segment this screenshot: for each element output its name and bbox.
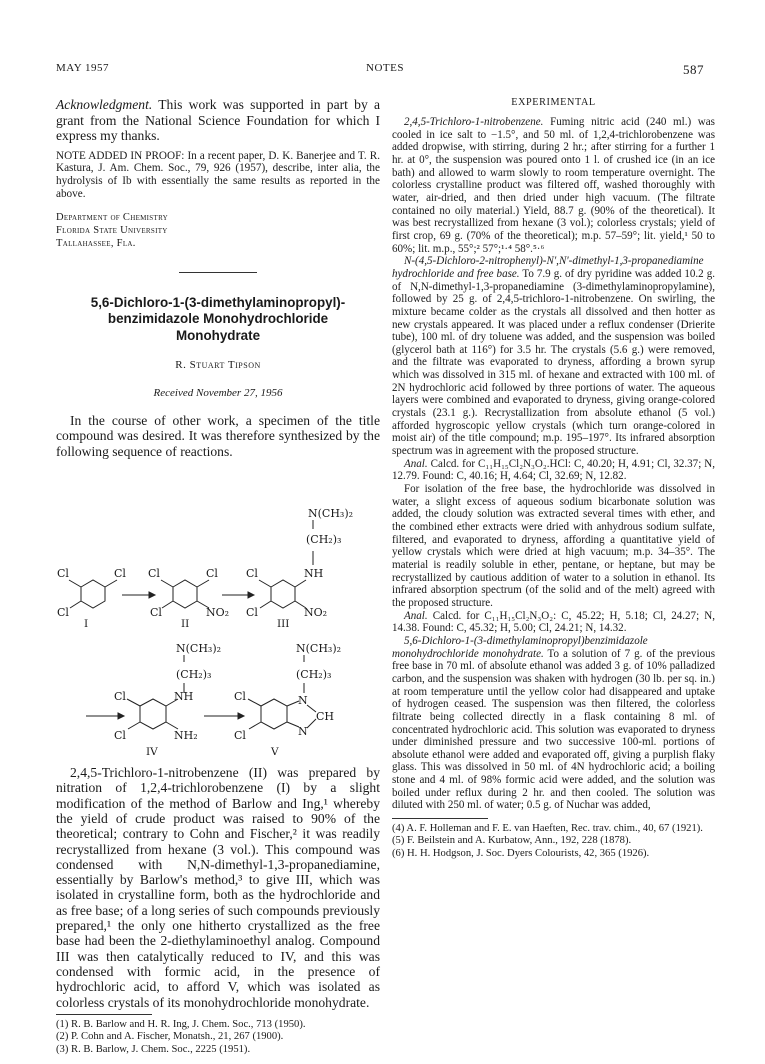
section-heading: EXPERIMENTAL — [511, 97, 596, 108]
footnote: (4) A. F. Holleman and F. E. van Haeften, Rec. trav. chim., 40, 67 (1921). — [392, 823, 703, 835]
benzene-ring-II — [173, 580, 197, 608]
acknowledgment-label: Acknowledgment. — [56, 97, 153, 112]
footnote: (1) R. B. Barlow and H. R. Ing, J. Chem. Soc., 713 (1950). — [56, 1018, 306, 1030]
free-base-isolation: For isolation of the free base, the hydrochloride was dissolved in water, a slight excess of aqueous sodium bicarbonate solution was added, the cloudy solution was extracted several times with ether, and the combined ether extracts were dried with anhydrous sodium sulfate, filtered, and evaporated to dryness, affording a quantitative yield of yellow crystals which were dried at high vacuum; m.p. 34–35°. The material is readily soluble in ether, pentane, or heptane, but may be recrystallized by cautious addition of water to a solution in ethanol. Its infrared absorption spectrum (of the solid and of the melt) agreed with the proposed structure. — [392, 483, 715, 609]
substituent-dimethylamino: N(CH₃)₂ — [308, 507, 354, 521]
procedure-text: To 7.9 g. of dry pyridine was added 10.2 g. of N,N-dimethyl-1,3-propanediamine (3-dimethylaminopropylamine), followed by 25 g. of 2,4,5-trichloro-1-nitrobenzene. On swirling, the mixture became colder as the crystals all dissolved and then hotter as new crystals appeared. It was placed under a reflux condenser (Drierite tube), 100 ml. of dry toluene was added, and the suspension was boiled (glycerol bath at 116°) for 3.5 hr. The crystals (5.6 g.) were removed, and the filtrate was evaporated to dryness, affording a brown syrup which was dissolved in 315 ml. of hexane and extracted with 100 ml. of 2N hydrochloric acid followed by three portions of water. The aqueous layers were combined and evaporated to dryness, giving orange-colored crystals (23.1 g.). Recrystallization from absolute ethanol (5 vol.) afforded hygroscopic yellow crystals (which turn orange-colored in moist air) of the title compound; m.p. 195–197°. Its infrared absorption spectrum was in agreement with the proposed structure. — [392, 267, 715, 458]
procedure-title: 2,4,5-Trichloro-1-nitrobenzene. — [404, 116, 544, 128]
analysis-text: Calcd. for C₁₁H₁₅Cl₂N₃O₂: C, 45.22; H, 5.18; Cl, 24.27; N, 14.38. Found: C, 45.32; H, 5.00; Cl, 24.21; N, 14.32. — [392, 609, 715, 635]
procedure-benzimidazole — [392, 635, 715, 812]
running-head-date: MAY 1957 — [56, 62, 110, 74]
substituent-cl: Cl — [57, 567, 69, 581]
substituent-cl: Cl — [114, 690, 126, 704]
procedure-propanediamine — [392, 255, 715, 458]
affiliation-line: Florida State University — [56, 224, 168, 236]
compound-label-III: III — [277, 618, 290, 631]
analysis-text: Calcd. for C₁₁H₁₅Cl₂N₃O₂.HCl: C, 40.20; H, 4.91; Cl, 32.37; N, 12.79. Found: C, 40.16; H, 4.64; Cl, 32.69; N, 12.82. — [392, 457, 715, 483]
running-head-section: NOTES — [366, 62, 404, 74]
benzene-ring-V — [261, 699, 287, 729]
substituent-no2: NO₂ — [206, 606, 230, 620]
substituent-cl: Cl — [150, 606, 162, 620]
substituent-propyl-chain: (CH₂)₃ — [306, 533, 342, 547]
affiliation — [56, 211, 380, 250]
compound-label-II: II — [181, 618, 190, 631]
author: R. Stuart Tipson — [175, 359, 261, 372]
title-line: benzimidazole Monohydrochloride — [107, 311, 329, 327]
analysis-label: Anal. — [404, 609, 428, 622]
acknowledgment-text: This work was supported in part by a grant from the National Science Foundation for which I express my thanks. — [56, 97, 380, 143]
substituent-cl: Cl — [114, 567, 126, 581]
substituent-propyl-chain: (CH₂)₃ — [296, 668, 332, 682]
substituent-cl: Cl — [206, 567, 218, 581]
benzene-ring-III — [271, 580, 295, 608]
footnote-rule — [392, 818, 488, 819]
affiliation-line: Department of Chemistry — [56, 211, 169, 223]
substituent-cl: Cl — [234, 729, 246, 743]
substituent-nh: NH — [174, 690, 194, 704]
compound-label-I: I — [84, 618, 89, 631]
substituent-dimethylamino: N(CH₃)₂ — [176, 642, 222, 656]
procedure-title: 5,6-Dichloro-1-(3-dimethylaminopropyl)benzimidazole monohydrochloride monohydrate. — [392, 634, 648, 660]
synthesis-paragraph: 2,4,5-Trichloro-1-nitrobenzene (II) was prepared by nitration of 1,2,4-trichlorobenzene (I) by a slight modification of the method of Barlow and Ing,¹ whereby the yield of crude product was raised to 90% of the theoretical; contrary to Cohn and Fischer,² it was readily recrystallized from hexane (3 vol.). This compound was condensed with N,N-dimethyl-1,3-propanediamine, essentially by Barlow's method,³ to give III, which was isolated in crystalline form, both as the hydrochloride and as free base; of a long series of such compounds previously prepared,¹ the only one hitherto crystallized as the free base had been the 2-diethylaminoethyl analog. Compound III was then catalytically reduced to IV, and this was condensed with formic acid, in the presence of hydrochloric acid, to afford V, which was isolated as colorless crystals of its monohydrochloride monohydrate. — [56, 765, 380, 1010]
substituent-cl: Cl — [114, 729, 126, 743]
procedure-text: Fuming nitric acid (240 ml.) was cooled in ice salt to −1.5°, and 50 ml. of 1,2,4-trichlorobenzene was added dropwise, with stirring, during 2 hr.; after stirring for a further 1 hr. at 0°, the suspension was poured onto 1 l. of crushed ice (in an ice bath) and allowed to warm slowly to room temperature overnight. The colorless crystalline product was filtered off, washed thoroughly with water, air-dried, and then dried under high vacuum. (The filtrate contained no oily material.) Yield, 88.7 g. (90% of the theoretical). It was best recrystallized from hexane (3 vol.); colorless crystals; yield of first crop, 69 g. (70% of the theoretical); m.p. 57–59°; lit. yield,¹ 50 to 60%; lit. m.p., 55°;² 57°;¹·⁴ 58°.⁵·⁶ — [392, 116, 715, 255]
footnote: (5) F. Beilstein and A. Kurbatow, Ann., 192, 228 (1878). — [392, 835, 632, 847]
substituent-propyl-chain: (CH₂)₃ — [176, 668, 212, 682]
benzene-ring-I — [81, 580, 105, 608]
article-title — [56, 295, 380, 345]
substituent-nh: NH — [304, 567, 324, 581]
title-line: 5,6-Dichloro-1-(3-dimethylaminopropyl)- — [90, 294, 346, 310]
analysis-label: Anal. — [404, 457, 428, 470]
footnote: (6) H. H. Hodgson, J. Soc. Dyers Colourists, 42, 365 (1926). — [392, 847, 650, 859]
procedure-title: N-(4,5-Dichloro-2-nitrophenyl)-N',N'-dimethyl-1,3-propanediamine hydrochloride and free base. — [392, 255, 704, 280]
left-column — [56, 92, 380, 1056]
page-number: 587 — [683, 62, 704, 77]
procedure-text: To a solution of 7 g. of the previous free base in 70 ml. of absolute ethanol was added 3 g. of 10% palladized carbon, and the suspension was shaken with hydrogen (30 lb. per sq. in.) at room temperature until the yellow color had disappeared and uptake of hydrogen ceased. The suspension was then filtered, the colorless filtrate being collected directly in a flask containing 8 ml. of concentrated hydrochloric acid. This solution was evaporated to dryness under diminished pressure and two successive 100-ml. portions of absolute ethanol were added and evaporated off, giving a purplish flaky glass. This was dissolved in 50 ml. of 4N hydrochloric acid; a boiling stone and 4 ml. of 98% formic acid were added, and the solution was boiled under reflux during 2 hr. and then cooled. The solution was diluted with 250 ml. of water; 0.5 g. of Nuchar was added, — [392, 647, 715, 812]
affiliation-line: Tallahassee, Fla. — [56, 237, 136, 249]
analysis-hydrochloride — [392, 458, 715, 483]
acknowledgment — [56, 97, 380, 144]
title-line: Monohydrate — [175, 327, 261, 343]
footnote-rule — [56, 1014, 152, 1015]
benzene-ring-IV — [140, 699, 166, 729]
substituent-dimethylamino: N(CH₃)₂ — [296, 642, 342, 656]
procedure-nitrobenzene — [392, 116, 715, 255]
ring-atom-n1: N — [298, 694, 308, 708]
substituent-nh2: NH₂ — [174, 729, 198, 743]
received-date: Received November 27, 1956 — [153, 387, 283, 400]
substituent-cl: Cl — [57, 606, 69, 620]
compound-label-V: V — [271, 746, 279, 759]
ring-atom-n3: N — [298, 725, 308, 739]
ring-atom-ch: CH — [316, 710, 335, 724]
substituent-no2: NO₂ — [304, 606, 328, 620]
section-divider — [179, 272, 257, 273]
substituent-cl: Cl — [246, 567, 258, 581]
footnote: (2) P. Cohn and A. Fischer, Monatsh., 21, 267 (1900). — [56, 1031, 284, 1043]
substituent-cl: Cl — [234, 690, 246, 704]
scheme-labels — [57, 507, 353, 758]
substituent-cl: Cl — [246, 606, 258, 620]
intro-paragraph: In the course of other work, a specimen of the title compound was desired. It was therefore synthesized by the following sequence of reactions. — [56, 413, 380, 459]
substituent-cl: Cl — [148, 567, 160, 581]
right-column — [392, 92, 715, 860]
analysis-free-base — [392, 610, 715, 635]
note-added-in-proof: NOTE ADDED IN PROOF: In a recent paper, D. K. Banerjee and T. R. Kastura, J. Am. Chem. Soc., 79, 926 (1957), describe, inter alia, the hydrolysis of Ib with essentially the same results as reported in the above. — [56, 149, 380, 200]
compound-label-IV: IV — [146, 746, 158, 759]
footnote: (3) R. B. Barlow, J. Chem. Soc., 2225 (1951). — [56, 1043, 251, 1055]
